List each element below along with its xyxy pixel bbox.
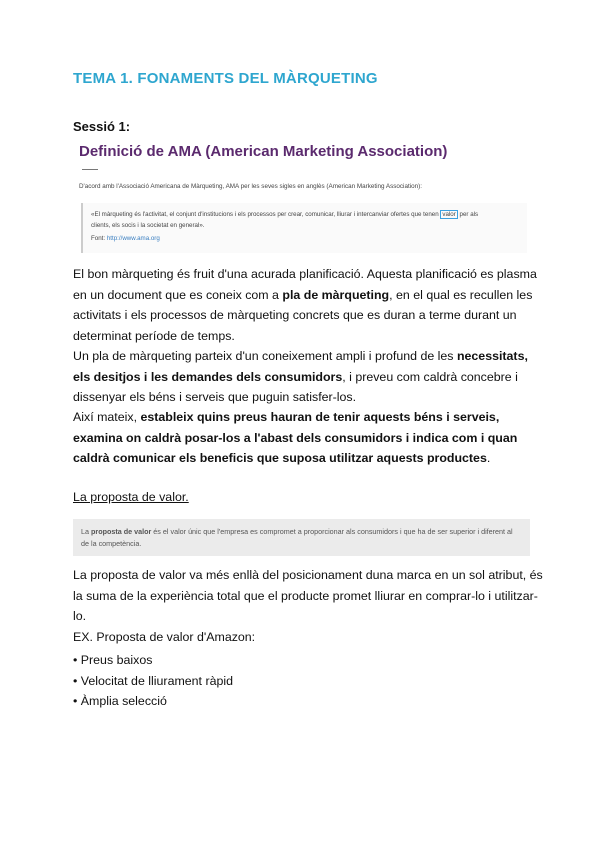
text: La <box>81 527 91 536</box>
source-label: Font: <box>91 235 106 242</box>
text: , en el qual es recullen les activitats i els processos de màrqueting concrets que es duran a terme durant un determinat període de temps. <box>73 287 533 343</box>
bold-text: pla de màrqueting <box>282 287 390 302</box>
value-proposition-box <box>73 519 530 556</box>
list-item: • Àmplia selecció <box>73 694 167 708</box>
bold-text: proposta de valor <box>91 527 152 536</box>
ama-quote-line-1 <box>91 211 478 218</box>
divider <box>82 169 98 170</box>
text: , i preveu com caldrà concebre i dissenyar els béns i serveis que puguin satisfer-los. <box>73 369 518 404</box>
ama-intro: D'acord amb l'Associació Americana de Màrqueting, AMA per les seves sigles en anglès (American Marketing Association): <box>79 183 422 190</box>
text: El bon màrqueting és fruit d'una acurada planificació. Aquesta planificació es plasma en un document que es coneix com a <box>73 267 537 302</box>
text: Així mateix, <box>73 410 141 424</box>
source-link[interactable]: http://www.ama.org <box>106 235 160 242</box>
ama-definition-image <box>73 140 533 260</box>
ama-heading: Definició de AMA (American Marketing Association) <box>79 143 448 160</box>
amazon-value-list <box>73 650 233 712</box>
quote-text: per als <box>459 211 479 218</box>
list-item: • Preus baixos <box>73 653 153 667</box>
page-title: TEMA 1. FONAMENTS DEL MÀRQUETING <box>73 70 378 87</box>
ama-quote <box>81 203 527 253</box>
bold-text: necessitats, els desitjos i les demandes dels consumidors <box>73 349 528 384</box>
ama-source <box>91 235 160 242</box>
example-line: EX. Proposta de valor d'Amazon: <box>73 630 256 644</box>
ama-quote-line-2: clients, els socis i la societat en general». <box>91 222 205 229</box>
bold-text: estableix quins preus hauran de tenir aquests béns i serveis, examina on caldrà posar-los a l'abast dels consumidors i indica com i quan caldrà comunicar els beneficis que suposa utilitzar aquests productes <box>73 410 518 465</box>
paragraph-4: La proposta de valor va més enllà del posicionament duna marca en un sol atribut, és la suma de la experiència total que el producte promet lliurar en comprar-lo i utilitzar-lo. <box>73 568 543 623</box>
paragraph-3 <box>73 407 543 469</box>
paragraph-2 <box>73 346 543 408</box>
session-heading: Sessió 1: <box>73 119 131 134</box>
highlight-valor: valor <box>442 211 456 218</box>
value-proposition-text <box>81 526 521 550</box>
text: . <box>486 451 491 465</box>
quote-text: «El màrqueting és l'activitat, el conjunt d'institucions i els processos per crear, comunicar, lliurar i intercanviar ofertes que tenen <box>91 211 439 218</box>
section-title-value-proposition: La proposta de valor. <box>73 490 189 504</box>
text: Un pla de màrqueting parteix d'un coneixement ampli i profund de les <box>73 349 457 363</box>
list-item: • Velocitat de lliurament ràpid <box>73 673 233 688</box>
paragraph-1 <box>73 264 543 346</box>
text: és el valor únic que l'empresa es compromet a proporcionar als consumidors i que ha de ser superior i diferent al de la competència. <box>81 527 513 548</box>
